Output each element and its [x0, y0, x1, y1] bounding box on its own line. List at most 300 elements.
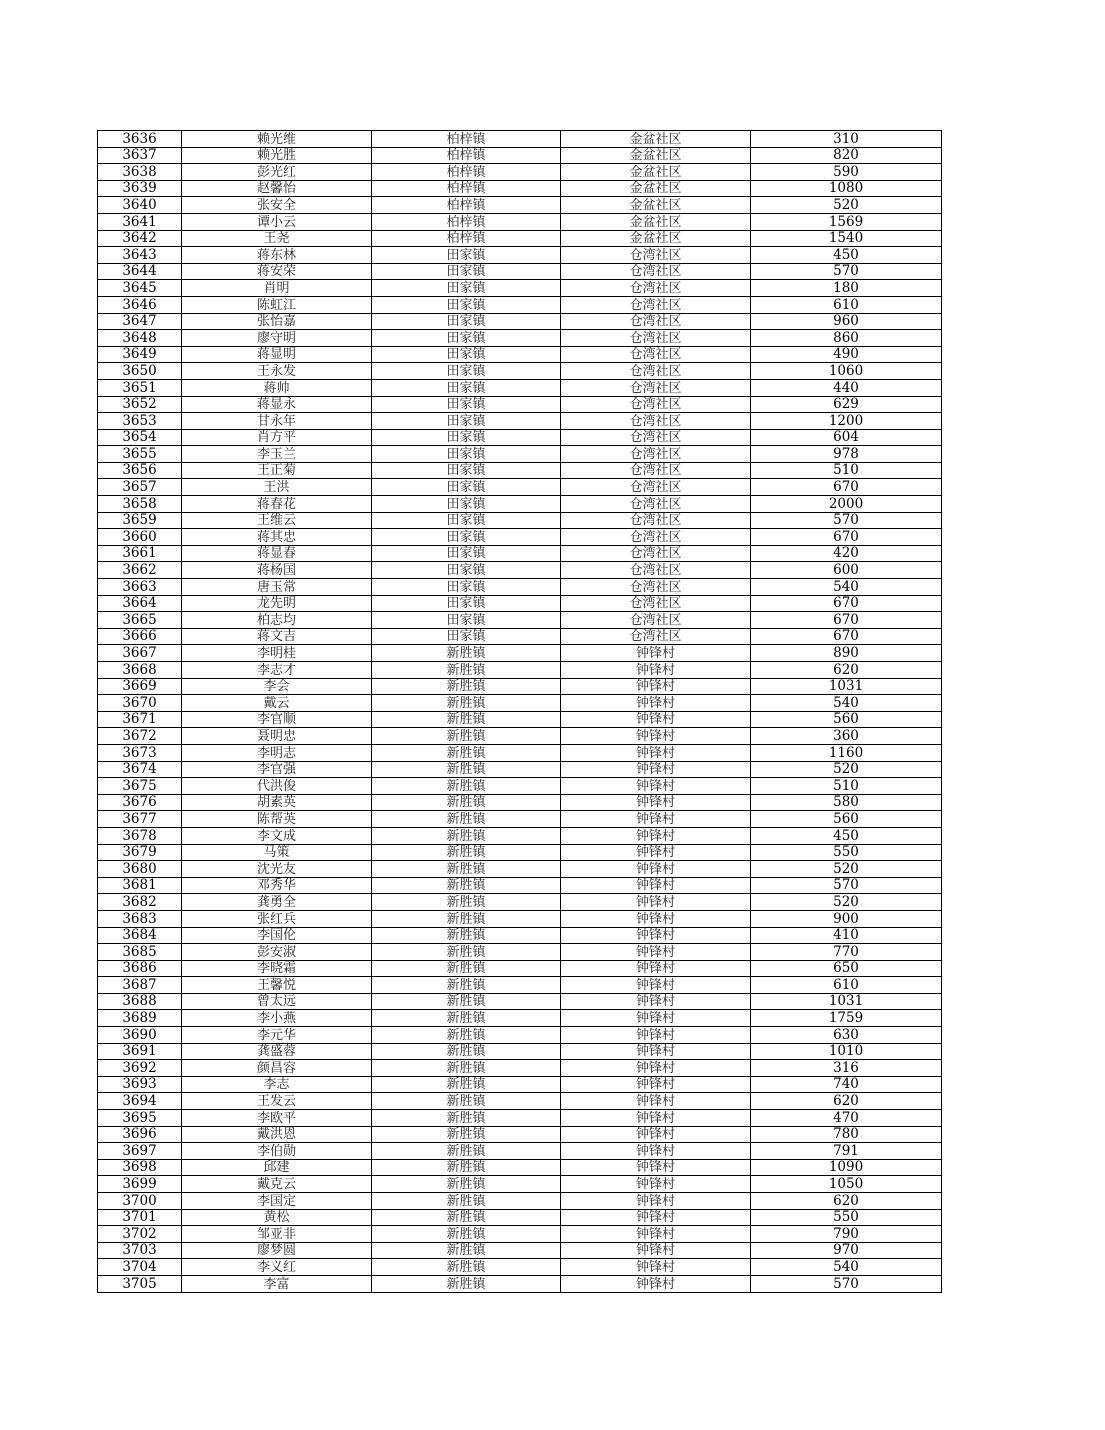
amount-cell: 1090: [751, 1159, 942, 1176]
table-row: [98, 1043, 942, 1060]
village-cell: 仓湾社区: [561, 296, 751, 313]
town-cell: 田家镇: [372, 413, 561, 430]
town-cell: 田家镇: [372, 462, 561, 479]
table-row: [98, 1060, 942, 1077]
data-table-container: [97, 130, 941, 1293]
amount-cell: 520: [751, 197, 942, 214]
town-cell: 新胜镇: [372, 877, 561, 894]
town-cell: 柏梓镇: [372, 180, 561, 197]
town-cell: 柏梓镇: [372, 164, 561, 181]
name-cell: 戴洪恩: [182, 1126, 372, 1143]
town-cell: 新胜镇: [372, 662, 561, 679]
name-cell: 蒋显永: [182, 396, 372, 413]
town-cell: 新胜镇: [372, 1275, 561, 1292]
row-number-cell: 3668: [98, 662, 182, 679]
name-cell: 王永发: [182, 363, 372, 380]
village-cell: 仓湾社区: [561, 595, 751, 612]
amount-cell: 1160: [751, 744, 942, 761]
village-cell: 金盆社区: [561, 164, 751, 181]
row-number-cell: 3661: [98, 545, 182, 562]
amount-cell: 440: [751, 379, 942, 396]
village-cell: 仓湾社区: [561, 263, 751, 280]
table-row: [98, 1010, 942, 1027]
row-number-cell: 3674: [98, 761, 182, 778]
row-number-cell: 3696: [98, 1126, 182, 1143]
village-cell: 钟锋村: [561, 977, 751, 994]
village-cell: 金盆社区: [561, 197, 751, 214]
row-number-cell: 3694: [98, 1093, 182, 1110]
row-number-cell: 3643: [98, 247, 182, 264]
name-cell: 张怡嘉: [182, 313, 372, 330]
name-cell: 李文成: [182, 827, 372, 844]
amount-cell: 960: [751, 313, 942, 330]
amount-cell: 180: [751, 280, 942, 297]
town-cell: 新胜镇: [372, 1259, 561, 1276]
amount-cell: 1050: [751, 1176, 942, 1193]
table-row: [98, 263, 942, 280]
table-row: [98, 944, 942, 961]
town-cell: 田家镇: [372, 512, 561, 529]
row-number-cell: 3676: [98, 794, 182, 811]
village-cell: 钟锋村: [561, 910, 751, 927]
row-number-cell: 3702: [98, 1226, 182, 1243]
table-row: [98, 1209, 942, 1226]
table-row: [98, 496, 942, 513]
village-cell: 钟锋村: [561, 960, 751, 977]
village-cell: 仓湾社区: [561, 396, 751, 413]
table-row: [98, 330, 942, 347]
name-cell: 蒋文吉: [182, 628, 372, 645]
name-cell: 蒋安荣: [182, 263, 372, 280]
name-cell: 李玉兰: [182, 446, 372, 463]
name-cell: 邱建: [182, 1159, 372, 1176]
table-row: [98, 1193, 942, 1210]
name-cell: 唐玉常: [182, 579, 372, 596]
town-cell: 新胜镇: [372, 678, 561, 695]
table-row: [98, 993, 942, 1010]
table-row: [98, 827, 942, 844]
village-cell: 仓湾社区: [561, 429, 751, 446]
row-number-cell: 3642: [98, 230, 182, 247]
row-number-cell: 3649: [98, 346, 182, 363]
town-cell: 田家镇: [372, 280, 561, 297]
town-cell: 新胜镇: [372, 645, 561, 662]
table-row: [98, 413, 942, 430]
village-cell: 钟锋村: [561, 761, 751, 778]
row-number-cell: 3689: [98, 1010, 182, 1027]
town-cell: 新胜镇: [372, 827, 561, 844]
table-row: [98, 1275, 942, 1292]
village-cell: 钟锋村: [561, 1159, 751, 1176]
village-cell: 钟锋村: [561, 1143, 751, 1160]
name-cell: 王维云: [182, 512, 372, 529]
town-cell: 新胜镇: [372, 1242, 561, 1259]
name-cell: 李伯勋: [182, 1143, 372, 1160]
table-row: [98, 861, 942, 878]
row-number-cell: 3640: [98, 197, 182, 214]
name-cell: 彭光红: [182, 164, 372, 181]
table-row: [98, 678, 942, 695]
village-cell: 仓湾社区: [561, 479, 751, 496]
table-row: [98, 379, 942, 396]
amount-cell: 740: [751, 1076, 942, 1093]
amount-cell: 360: [751, 728, 942, 745]
amount-cell: 570: [751, 877, 942, 894]
row-number-cell: 3658: [98, 496, 182, 513]
row-number-cell: 3660: [98, 529, 182, 546]
table-row: [98, 877, 942, 894]
amount-cell: 570: [751, 1275, 942, 1292]
town-cell: 田家镇: [372, 247, 561, 264]
table-row: [98, 363, 942, 380]
row-number-cell: 3637: [98, 147, 182, 164]
table-row: [98, 512, 942, 529]
village-cell: 钟锋村: [561, 844, 751, 861]
town-cell: 新胜镇: [372, 977, 561, 994]
amount-cell: 620: [751, 1093, 942, 1110]
table-row: [98, 147, 942, 164]
village-cell: 钟锋村: [561, 1110, 751, 1127]
name-cell: 张安全: [182, 197, 372, 214]
name-cell: 戴克云: [182, 1176, 372, 1193]
village-cell: 仓湾社区: [561, 247, 751, 264]
name-cell: 黄松: [182, 1209, 372, 1226]
row-number-cell: 3693: [98, 1076, 182, 1093]
name-cell: 邹亚非: [182, 1226, 372, 1243]
row-number-cell: 3666: [98, 628, 182, 645]
town-cell: 新胜镇: [372, 1043, 561, 1060]
table-row: [98, 711, 942, 728]
row-number-cell: 3646: [98, 296, 182, 313]
town-cell: 新胜镇: [372, 1126, 561, 1143]
row-number-cell: 3683: [98, 910, 182, 927]
amount-cell: 470: [751, 1110, 942, 1127]
amount-cell: 1759: [751, 1010, 942, 1027]
name-cell: 廖梦圆: [182, 1242, 372, 1259]
table-row: [98, 794, 942, 811]
town-cell: 田家镇: [372, 379, 561, 396]
row-number-cell: 3704: [98, 1259, 182, 1276]
table-row: [98, 280, 942, 297]
village-cell: 钟锋村: [561, 711, 751, 728]
name-cell: 邓秀华: [182, 877, 372, 894]
name-cell: 蒋显明: [182, 346, 372, 363]
village-cell: 仓湾社区: [561, 612, 751, 629]
table-row: [98, 213, 942, 230]
row-number-cell: 3701: [98, 1209, 182, 1226]
table-row: [98, 562, 942, 579]
amount-cell: 410: [751, 927, 942, 944]
town-cell: 新胜镇: [372, 910, 561, 927]
town-cell: 新胜镇: [372, 794, 561, 811]
village-cell: 钟锋村: [561, 678, 751, 695]
row-number-cell: 3654: [98, 429, 182, 446]
name-cell: 陈帮英: [182, 811, 372, 828]
row-number-cell: 3656: [98, 462, 182, 479]
table-row: [98, 844, 942, 861]
town-cell: 新胜镇: [372, 861, 561, 878]
row-number-cell: 3682: [98, 894, 182, 911]
town-cell: 新胜镇: [372, 960, 561, 977]
town-cell: 新胜镇: [372, 761, 561, 778]
row-number-cell: 3665: [98, 612, 182, 629]
name-cell: 李元华: [182, 1027, 372, 1044]
table-row: [98, 1242, 942, 1259]
table-row: [98, 164, 942, 181]
village-cell: 钟锋村: [561, 794, 751, 811]
village-cell: 钟锋村: [561, 1076, 751, 1093]
amount-cell: 604: [751, 429, 942, 446]
row-number-cell: 3688: [98, 993, 182, 1010]
town-cell: 田家镇: [372, 396, 561, 413]
amount-cell: 900: [751, 910, 942, 927]
amount-cell: 550: [751, 1209, 942, 1226]
town-cell: 新胜镇: [372, 811, 561, 828]
town-cell: 田家镇: [372, 346, 561, 363]
amount-cell: 450: [751, 247, 942, 264]
name-cell: 聂明忠: [182, 728, 372, 745]
amount-cell: 310: [751, 131, 942, 148]
name-cell: 龚盛蓉: [182, 1043, 372, 1060]
table-body: [98, 131, 942, 1293]
amount-cell: 820: [751, 147, 942, 164]
village-cell: 钟锋村: [561, 827, 751, 844]
village-cell: 钟锋村: [561, 744, 751, 761]
name-cell: 陈虹江: [182, 296, 372, 313]
amount-cell: 1569: [751, 213, 942, 230]
amount-cell: 670: [751, 612, 942, 629]
town-cell: 田家镇: [372, 330, 561, 347]
town-cell: 田家镇: [372, 562, 561, 579]
town-cell: 新胜镇: [372, 744, 561, 761]
town-cell: 新胜镇: [372, 1209, 561, 1226]
table-row: [98, 1159, 942, 1176]
name-cell: 柏志均: [182, 612, 372, 629]
town-cell: 新胜镇: [372, 1143, 561, 1160]
table-row: [98, 960, 942, 977]
village-cell: 金盆社区: [561, 131, 751, 148]
amount-cell: 510: [751, 778, 942, 795]
village-cell: 钟锋村: [561, 728, 751, 745]
table-row: [98, 1076, 942, 1093]
row-number-cell: 3685: [98, 944, 182, 961]
table-row: [98, 479, 942, 496]
row-number-cell: 3690: [98, 1027, 182, 1044]
village-cell: 仓湾社区: [561, 462, 751, 479]
amount-cell: 600: [751, 562, 942, 579]
village-cell: 仓湾社区: [561, 346, 751, 363]
name-cell: 张红兵: [182, 910, 372, 927]
amount-cell: 560: [751, 811, 942, 828]
village-cell: 钟锋村: [561, 894, 751, 911]
table-row: [98, 346, 942, 363]
amount-cell: 540: [751, 1259, 942, 1276]
row-number-cell: 3692: [98, 1060, 182, 1077]
amount-cell: 1200: [751, 413, 942, 430]
name-cell: 李义红: [182, 1259, 372, 1276]
village-cell: 金盆社区: [561, 147, 751, 164]
table-row: [98, 529, 942, 546]
table-row: [98, 1226, 942, 1243]
village-cell: 钟锋村: [561, 645, 751, 662]
name-cell: 谭小云: [182, 213, 372, 230]
row-number-cell: 3671: [98, 711, 182, 728]
row-number-cell: 3662: [98, 562, 182, 579]
village-cell: 钟锋村: [561, 1176, 751, 1193]
row-number-cell: 3684: [98, 927, 182, 944]
village-cell: 钟锋村: [561, 1093, 751, 1110]
name-cell: 李志才: [182, 662, 372, 679]
town-cell: 新胜镇: [372, 894, 561, 911]
row-number-cell: 3648: [98, 330, 182, 347]
name-cell: 王馨悦: [182, 977, 372, 994]
amount-cell: 978: [751, 446, 942, 463]
row-number-cell: 3647: [98, 313, 182, 330]
amount-cell: 590: [751, 164, 942, 181]
village-cell: 仓湾社区: [561, 512, 751, 529]
amount-cell: 620: [751, 1193, 942, 1210]
town-cell: 田家镇: [372, 628, 561, 645]
data-table: [97, 130, 942, 1293]
name-cell: 李欧平: [182, 1110, 372, 1127]
village-cell: 钟锋村: [561, 662, 751, 679]
name-cell: 蒋春花: [182, 496, 372, 513]
village-cell: 钟锋村: [561, 861, 751, 878]
row-number-cell: 3645: [98, 280, 182, 297]
village-cell: 钟锋村: [561, 1226, 751, 1243]
village-cell: 仓湾社区: [561, 446, 751, 463]
name-cell: 颜昌容: [182, 1060, 372, 1077]
row-number-cell: 3675: [98, 778, 182, 795]
town-cell: 柏梓镇: [372, 147, 561, 164]
amount-cell: 2000: [751, 496, 942, 513]
amount-cell: 540: [751, 695, 942, 712]
name-cell: 曾太远: [182, 993, 372, 1010]
table-row: [98, 296, 942, 313]
row-number-cell: 3641: [98, 213, 182, 230]
row-number-cell: 3699: [98, 1176, 182, 1193]
table-row: [98, 1143, 942, 1160]
amount-cell: 890: [751, 645, 942, 662]
name-cell: 肖明: [182, 280, 372, 297]
name-cell: 蒋显春: [182, 545, 372, 562]
table-row: [98, 744, 942, 761]
name-cell: 王发云: [182, 1093, 372, 1110]
amount-cell: 770: [751, 944, 942, 961]
amount-cell: 670: [751, 628, 942, 645]
table-row: [98, 180, 942, 197]
amount-cell: 570: [751, 512, 942, 529]
town-cell: 新胜镇: [372, 1159, 561, 1176]
town-cell: 田家镇: [372, 545, 561, 562]
town-cell: 田家镇: [372, 479, 561, 496]
row-number-cell: 3670: [98, 695, 182, 712]
table-row: [98, 894, 942, 911]
table-row: [98, 1126, 942, 1143]
row-number-cell: 3638: [98, 164, 182, 181]
town-cell: 新胜镇: [372, 695, 561, 712]
amount-cell: 670: [751, 479, 942, 496]
village-cell: 钟锋村: [561, 1027, 751, 1044]
town-cell: 柏梓镇: [372, 230, 561, 247]
town-cell: 新胜镇: [372, 728, 561, 745]
amount-cell: 1060: [751, 363, 942, 380]
village-cell: 钟锋村: [561, 877, 751, 894]
table-row: [98, 396, 942, 413]
name-cell: 李富: [182, 1275, 372, 1292]
name-cell: 甘永年: [182, 413, 372, 430]
village-cell: 钟锋村: [561, 1193, 751, 1210]
town-cell: 新胜镇: [372, 778, 561, 795]
table-row: [98, 645, 942, 662]
amount-cell: 860: [751, 330, 942, 347]
table-row: [98, 1259, 942, 1276]
amount-cell: 1010: [751, 1043, 942, 1060]
town-cell: 田家镇: [372, 263, 561, 280]
table-row: [98, 595, 942, 612]
table-row: [98, 1110, 942, 1127]
row-number-cell: 3659: [98, 512, 182, 529]
name-cell: 赖光维: [182, 131, 372, 148]
name-cell: 李国伦: [182, 927, 372, 944]
name-cell: 李志: [182, 1076, 372, 1093]
row-number-cell: 3678: [98, 827, 182, 844]
village-cell: 钟锋村: [561, 695, 751, 712]
table-row: [98, 761, 942, 778]
name-cell: 胡素英: [182, 794, 372, 811]
name-cell: 王尧: [182, 230, 372, 247]
village-cell: 仓湾社区: [561, 496, 751, 513]
name-cell: 李晓霜: [182, 960, 372, 977]
row-number-cell: 3697: [98, 1143, 182, 1160]
row-number-cell: 3655: [98, 446, 182, 463]
village-cell: 仓湾社区: [561, 579, 751, 596]
town-cell: 田家镇: [372, 529, 561, 546]
amount-cell: 780: [751, 1126, 942, 1143]
amount-cell: 620: [751, 662, 942, 679]
amount-cell: 490: [751, 346, 942, 363]
amount-cell: 1031: [751, 993, 942, 1010]
table-row: [98, 131, 942, 148]
row-number-cell: 3663: [98, 579, 182, 596]
village-cell: 仓湾社区: [561, 313, 751, 330]
village-cell: 钟锋村: [561, 1275, 751, 1292]
village-cell: 钟锋村: [561, 944, 751, 961]
row-number-cell: 3669: [98, 678, 182, 695]
name-cell: 彭安淑: [182, 944, 372, 961]
name-cell: 廖守明: [182, 330, 372, 347]
amount-cell: 450: [751, 827, 942, 844]
name-cell: 蒋杨国: [182, 562, 372, 579]
town-cell: 新胜镇: [372, 1010, 561, 1027]
amount-cell: 791: [751, 1143, 942, 1160]
name-cell: 赵馨怡: [182, 180, 372, 197]
table-row: [98, 612, 942, 629]
amount-cell: 420: [751, 545, 942, 562]
table-row: [98, 728, 942, 745]
town-cell: 新胜镇: [372, 1093, 561, 1110]
village-cell: 金盆社区: [561, 230, 751, 247]
town-cell: 田家镇: [372, 296, 561, 313]
town-cell: 新胜镇: [372, 944, 561, 961]
amount-cell: 630: [751, 1027, 942, 1044]
table-row: [98, 313, 942, 330]
name-cell: 赖光胜: [182, 147, 372, 164]
name-cell: 李官顺: [182, 711, 372, 728]
name-cell: 马策: [182, 844, 372, 861]
amount-cell: 1540: [751, 230, 942, 247]
town-cell: 田家镇: [372, 313, 561, 330]
